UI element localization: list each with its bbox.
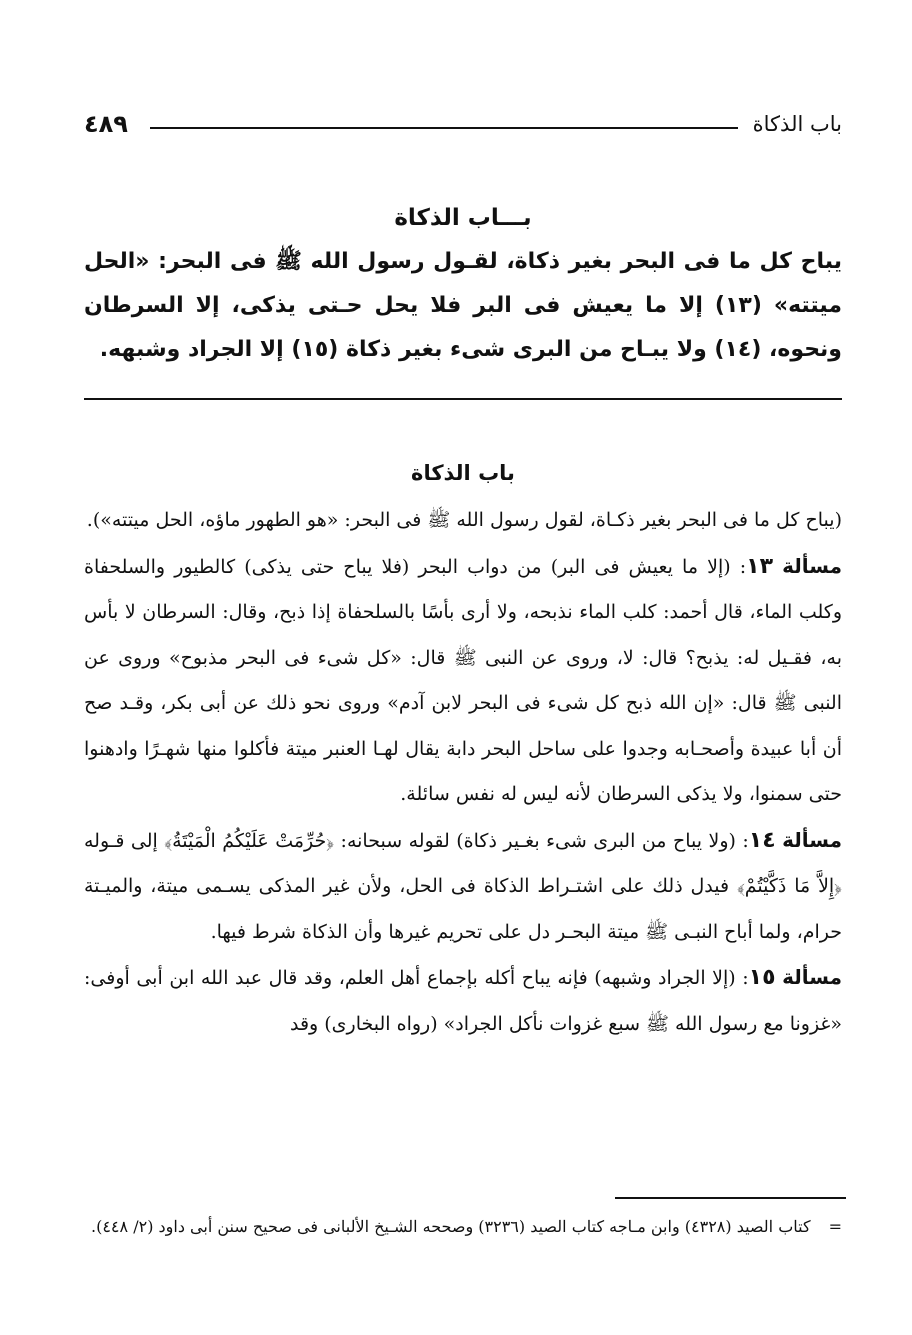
matn-chapter-title: بـــاب الذكاة	[394, 205, 532, 231]
section-divider	[84, 398, 842, 400]
header-rule	[150, 127, 738, 129]
footnote	[84, 1210, 842, 1243]
footnote-rule	[615, 1197, 846, 1199]
sharh-intro: (يباح كل ما فى البحر بغير ذكـاة، لقول رسول الله ﷺ فى البحر: «هو الطهور ماؤه، الحل ميتته»).	[86, 509, 842, 531]
page-number: ٤٨٩	[84, 110, 128, 138]
masala-number: ١٣	[746, 553, 774, 579]
matn-text: يباح كل ما فى البحر بغير ذكاة، لقـول رسول الله ﷺ فى البحر: «الحل ميتته» (١٣) إلا ما يعيش فى البر فلا يحل حـتى يذكى، إلا السرطان ونحوه، (١٤) ولا يبـاح من البرى شىء بغير ذكاة (١٥) إلا الجراد وشبهه.	[84, 249, 842, 362]
masala-paragraph	[84, 818, 842, 956]
masala-label: مسألة	[782, 827, 842, 852]
masala-text: : (إلا الجراد وشبهه) فإنه يباح أكله بإجماع أهل العلم، وقد قال عبد الله ابن أبى أوفى: «غزونا مع رسول الله ﷺ سبع غزوات نأكل الجراد» (رواه البخارى) وقد	[84, 967, 842, 1035]
masala-paragraph	[84, 955, 842, 1047]
masala-number: ١٥	[748, 965, 776, 990]
chapter-header-title: باب الذكاة	[752, 112, 842, 136]
footnote-continuation-marker: =	[828, 1217, 842, 1236]
masala-text: : (ولا يباح من البرى شىء بغـير ذكاة) لقوله سبحانه: ﴿حُرِّمَتْ عَلَيْكُمُ الْمَيْتَةُ﴾ إلى قـوله ﴿إِلاَّ مَا ذَكَّيْتُمْ﴾ فيدل ذلك على اشتـراط الذكاة فى الحل، ولأن غير المذكى يسـمى ميتة، والميـتة حرام، ولما أباح النبـى ﷺ ميتة البحـر دل على تحريم غيرها وأن الذكاة شرط فيها.	[84, 829, 842, 943]
masala-label: مسألة	[782, 553, 843, 578]
running-header	[84, 110, 842, 144]
masala-number: ١٤	[748, 827, 776, 853]
masala-text: : (إلا ما يعيش فى البر) من دواب البحر (فلا يباح حتى يذكى) كالطيور والسلحفاة وكلب الماء، قال أحمد: كلب الماء نذبحه، ولا أرى بأسًا بالسلحفاة إذا ذبح، وقال: السرطان لا بأس به، فقـيل له: يذبح؟ قال: لا، وروى عن النبى ﷺ قال: «كل شىء فى البحر مذبوح» وروى عن النبى ﷺ قال: «إن الله ذبح كل شىء فى البحر لابن آدم» وروى نحو ذلك عن أبى بكر، وقـد صح أن أبا عبيدة وأصحـابه وجدوا على ساحل البحر دابة يقال لهـا العنبر ميتة فأكلوا منها شهـرًا وادهنوا حتى سمنوا، ولا يذكى السرطان لأنه ليس له نفس سائلة.	[84, 555, 842, 805]
masala-label: مسألة	[782, 965, 842, 989]
sharh-body	[84, 498, 842, 1047]
sharh-chapter-title: باب الذكاة	[411, 461, 515, 485]
masala-paragraph	[84, 544, 842, 818]
footnote-text: كتاب الصيد (٤٣٢٨) وابن مـاجه كتاب الصيد (٣٢٣٦) وصححه الشـيخ الألبانى فى صحيح سنن أبى داود (٢/ ٤٤٨).	[91, 1217, 811, 1236]
